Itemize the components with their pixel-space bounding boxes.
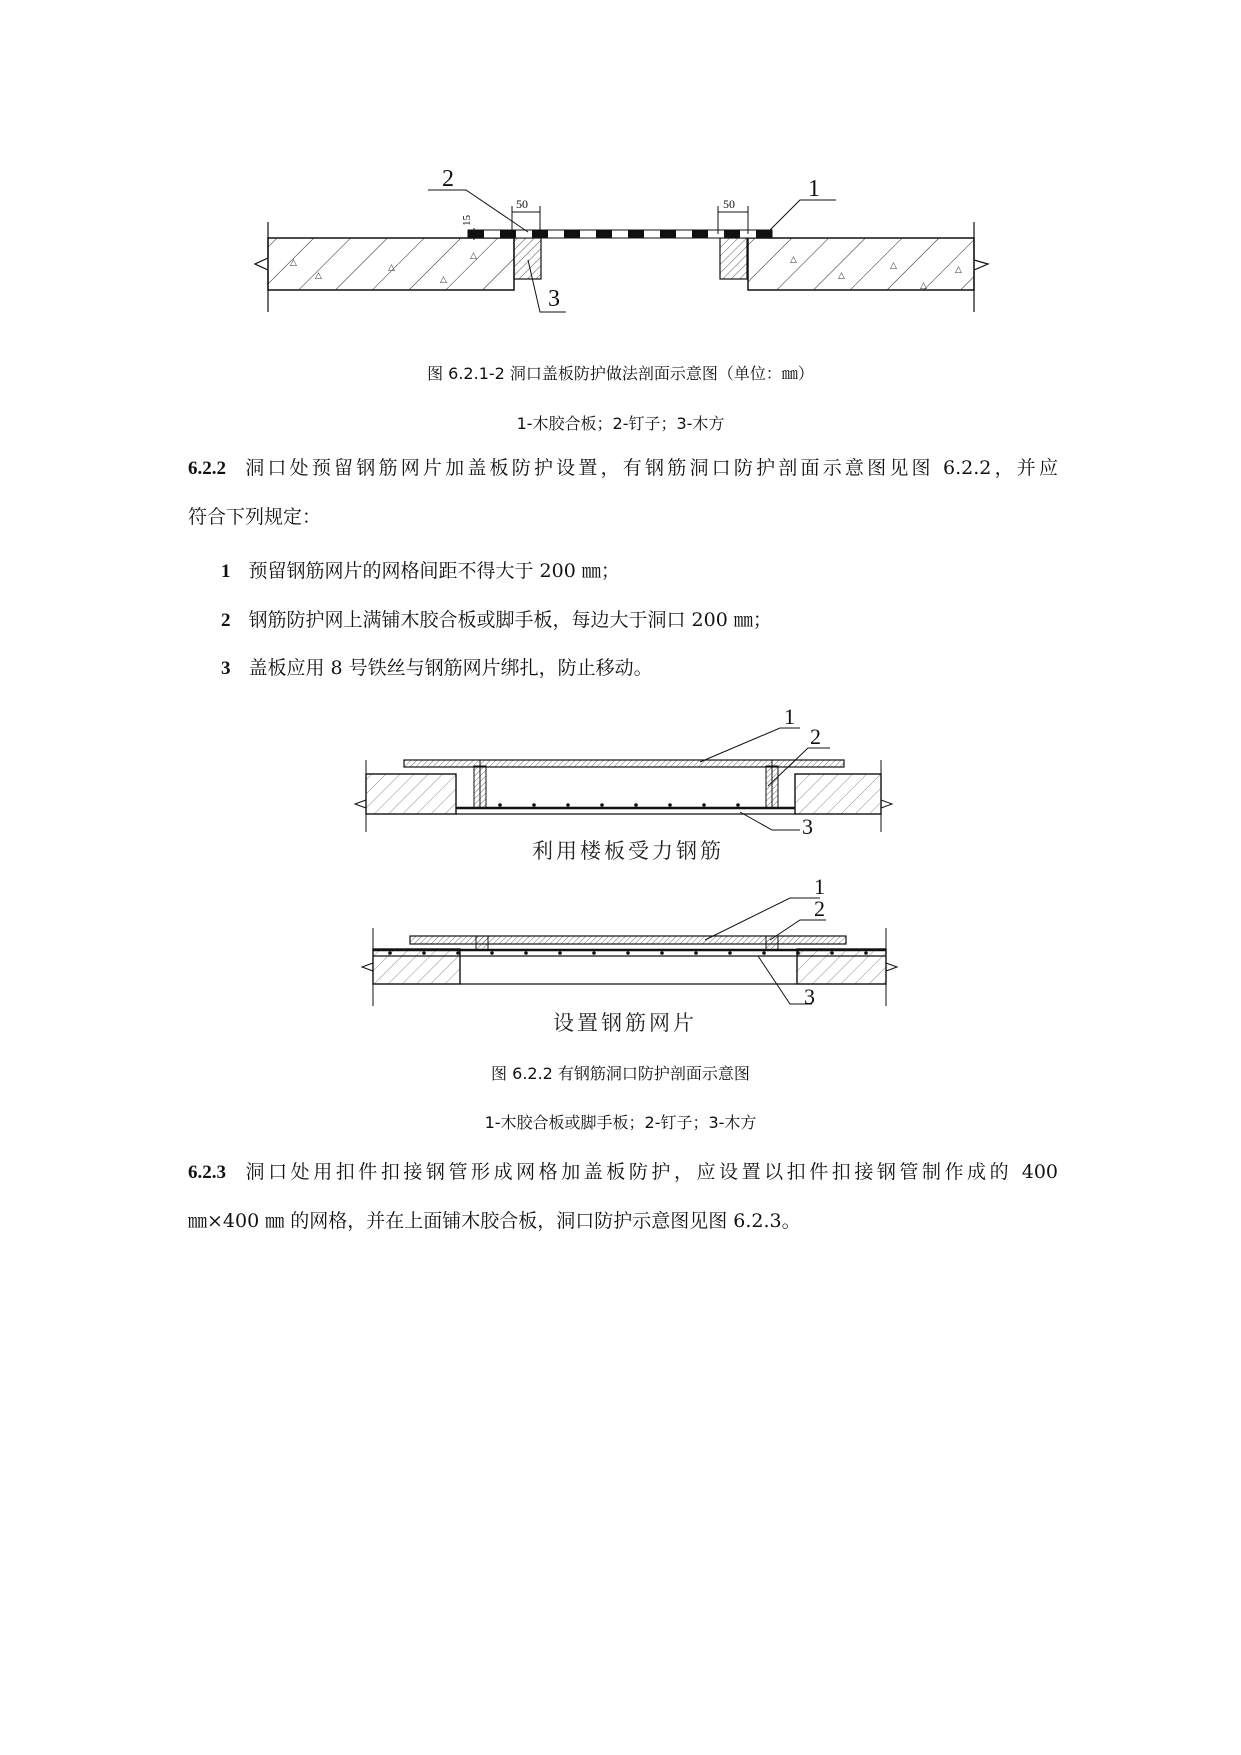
right-slab [748, 222, 988, 312]
clause-6-2-3-line2: ㎜×400 ㎜ 的网格，并在上面铺木胶合板，洞口防护示意图见图 6.2.3。 [188, 1210, 801, 1232]
svg-text:△: △ [920, 281, 927, 291]
svg-text:△: △ [838, 271, 845, 281]
plywood-cover-board [468, 230, 772, 238]
svg-text:△: △ [440, 275, 447, 285]
svg-text:△: △ [955, 265, 962, 275]
item-text: 预留钢筋网片的网格间距不得大于 200 ㎜； [248, 560, 620, 582]
label-3: 3 [548, 286, 560, 312]
top-label-3: 3 [802, 814, 813, 839]
top-label-1: 1 [784, 704, 795, 729]
right-timber-block [720, 238, 747, 279]
figure-2-caption: 图 6.2.2 有钢筋洞口防护剖面示意图 [491, 1064, 750, 1083]
top-label-2: 2 [810, 724, 821, 749]
clause-text: 洞口处预留钢筋网片加盖板防护设置，有钢筋洞口防护剖面示意图见图 6.2.2，并应 [242, 457, 1058, 479]
figure-2-legend: 1-木胶合板或脚手板；2-钉子；3-木方 [484, 1113, 757, 1132]
item-text: 盖板应用 8 号铁丝与钢筋网片绑扎，防止移动。 [248, 657, 653, 679]
label-2: 2 [442, 166, 454, 192]
dim-15: 15 [461, 215, 473, 226]
dim-50-right: 50 [723, 197, 735, 211]
clause-text: 洞口处用扣件扣接钢管形成网格加盖板防护，应设置以扣件扣接钢管制作成的 400 [242, 1161, 1058, 1183]
svg-text:△: △ [470, 251, 477, 261]
bottom-label-3: 3 [804, 984, 815, 1009]
left-timber-block [514, 238, 541, 279]
label-1: 1 [808, 176, 820, 202]
list-item [221, 556, 620, 583]
svg-text:△: △ [290, 258, 297, 268]
clause-6-2-2-line1 [188, 444, 1058, 493]
top-subtitle: 利用楼板受力钢筋 [532, 839, 724, 863]
bottom-label-1: 1 [814, 874, 825, 899]
bottom-label-2: 2 [814, 896, 825, 921]
list-item [221, 653, 653, 680]
item-number: 3 [221, 658, 231, 679]
svg-text:△: △ [790, 255, 797, 265]
figure-6-2-2-drawing [0, 690, 1241, 1040]
svg-text:△: △ [315, 271, 322, 281]
bottom-subtitle: 设置钢筋网片 [553, 1011, 697, 1035]
figure-1-legend: 1-木胶合板；2-钉子；3-木方 [516, 414, 725, 433]
clause-6-2-2-line2: 符合下列规定： [188, 506, 322, 528]
list-item [221, 605, 772, 632]
dim-50-left: 50 [516, 197, 528, 211]
clause-6-2-3-line1 [188, 1148, 1058, 1197]
figure-1-caption: 图 6.2.1-2 洞口盖板防护做法剖面示意图（单位：㎜） [427, 364, 814, 383]
item-text: 钢筋防护网上满铺木胶合板或脚手板，每边大于洞口 200 ㎜； [248, 609, 772, 631]
item-number: 1 [221, 561, 231, 582]
item-number: 2 [221, 610, 231, 631]
clause-number: 6.2.2 [188, 458, 226, 479]
clause-number: 6.2.3 [188, 1162, 226, 1183]
svg-text:△: △ [388, 263, 395, 273]
svg-text:△: △ [890, 261, 897, 271]
figure-6-2-1-2-drawing [0, 0, 1241, 340]
